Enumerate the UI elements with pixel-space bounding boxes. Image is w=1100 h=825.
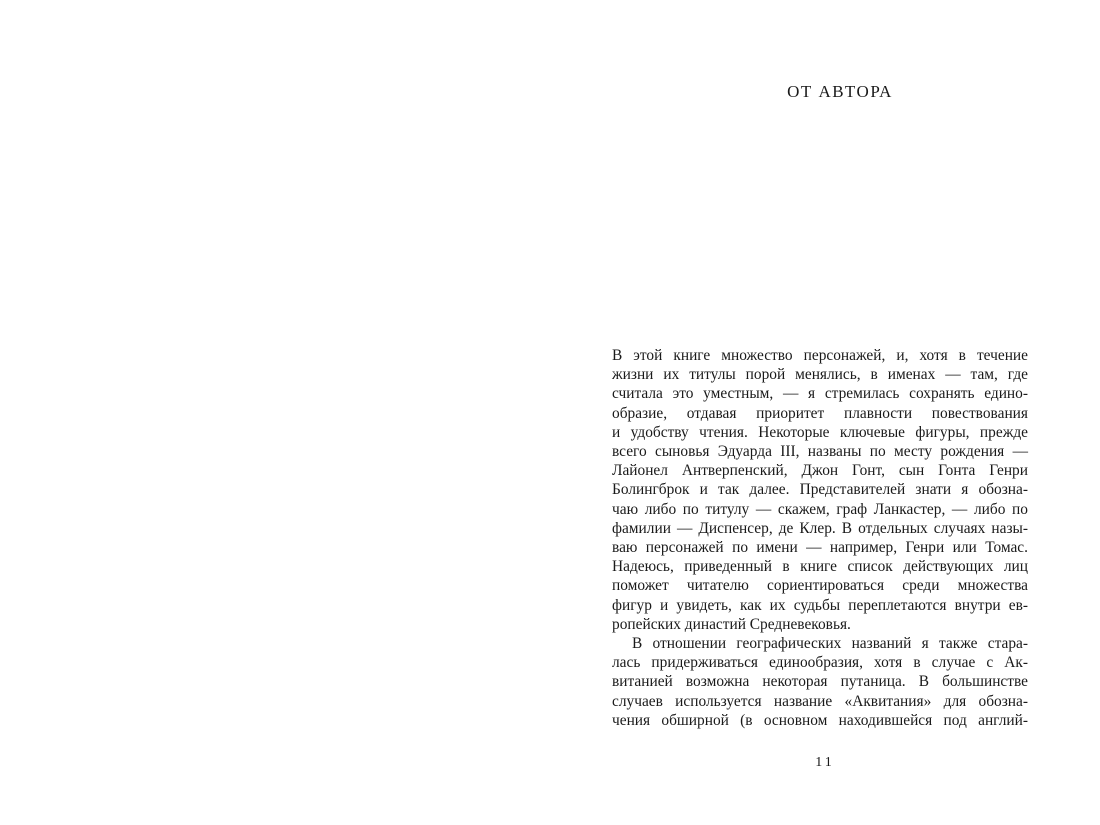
text-line: и удобству чтения. Некоторые ключевые фигуры, прежде [612,423,1028,441]
page-number: 11 [815,755,835,770]
text-line: витанией возможна некоторая путаница. В большинстве [612,673,1028,691]
body-text [612,346,1028,730]
right-page [550,0,1100,825]
text-line: ропейских династий Средневековья. [612,615,851,633]
text-line: фигур и увидеть, как их судьбы переплетаются внутри ев- [612,596,1028,614]
paragraph-1 [612,346,1028,634]
text-line: чаю либо по титулу — скажем, граф Ланкастер, — либо по [612,500,1028,518]
text-line: лась придерживаться единообразия, хотя в случае с Ак- [612,654,1028,672]
chapter-title: ОТ АВТОРА [787,82,893,101]
text-line: В этой книге множество персонажей, и, хотя в течение [612,347,1028,364]
text-line: чения обширной (в основном находившейся под англий- [612,711,1028,729]
text-line: Болингброк и так далее. Представителей знати я обозна- [612,481,1028,499]
paragraph-2 [612,634,1028,730]
text-line: считала это уместным, — я стремилась сохранять едино- [612,385,1028,403]
text-line: фамилии — Диспенсер, де Клер. В отдельных случаях назы- [612,519,1028,537]
text-line: образие, отдавая приоритет плавности повествования [612,404,1028,422]
text-line: Надеюсь, приведенный в книге список действующих лиц [612,558,1028,576]
text-line: случаев используется название «Аквитания» для обозна- [612,692,1028,710]
text-line: жизни их титулы порой менялись, в именах — там, где [612,366,1028,384]
text-line: поможет читателю сориентироваться среди множества [612,577,1028,595]
text-line: Лайонел Антверпенский, Джон Гонт, сын Гонта Генри [612,462,1028,480]
text-line: всего сыновья Эдуарда III, названы по месту рождения — [612,443,1028,461]
text-line: В отношении географических названий я также стара- [632,635,1028,653]
text-line: ваю персонажей по имени — например, Генри или Томас. [612,539,1028,557]
